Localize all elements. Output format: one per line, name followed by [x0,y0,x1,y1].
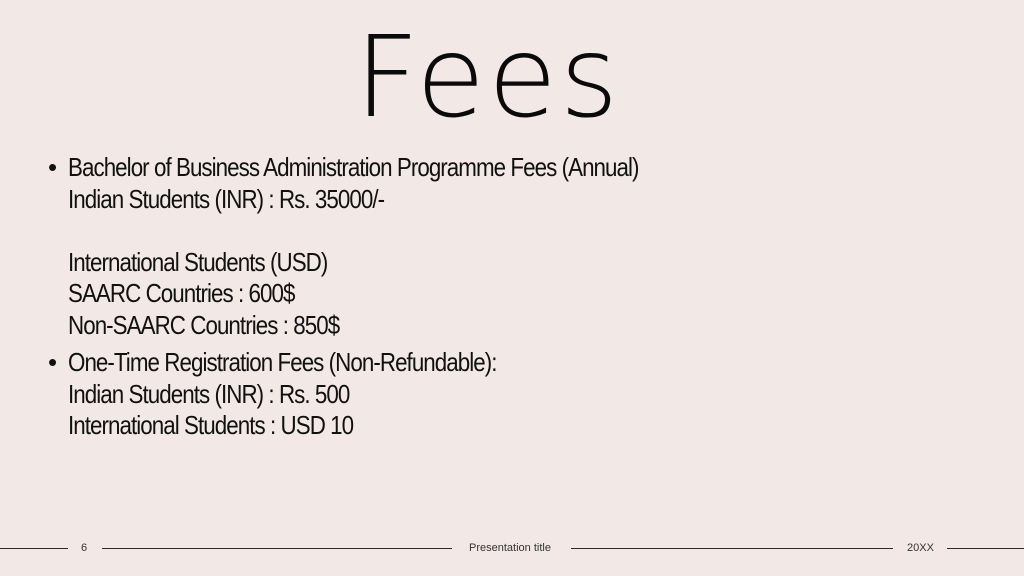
bullet-line: Indian Students (INR) : Rs. 35000/- [68,183,385,214]
page-number: 6 [81,542,88,554]
bullet-line: International Students : USD 10 [68,410,354,440]
bullet-list [46,152,946,448]
bullet-line: Indian Students (INR) : Rs. 500 [68,378,350,409]
footer-rule-divider [947,548,1024,549]
bullet-line: International Students (USD) [68,246,328,277]
bullet-line: SAARC Countries : 600$ [68,278,295,308]
bullet-dot-icon: • [48,152,58,182]
bullet-line: Non-SAARC Countries : 850$ [68,309,340,340]
footer-date: 20XX [907,542,934,554]
slide-title: Fees [354,13,622,143]
bullet-item-registration-fees [46,347,946,442]
footer-rule-divider [571,548,893,549]
bullet-dot-icon: • [48,347,58,377]
bullet-line: One-Time Registration Fees (Non-Refundable): [68,347,497,377]
bullet-line: Bachelor of Business Administration Programme Fees (Annual) [68,152,639,182]
bullet-line-spacer [68,215,823,247]
slide-footer [0,540,1024,558]
bullet-item-bba-fees [46,152,946,341]
footer-rule-divider [102,548,452,549]
footer-rule-divider [0,548,68,549]
presentation-title: Presentation title [469,542,551,554]
